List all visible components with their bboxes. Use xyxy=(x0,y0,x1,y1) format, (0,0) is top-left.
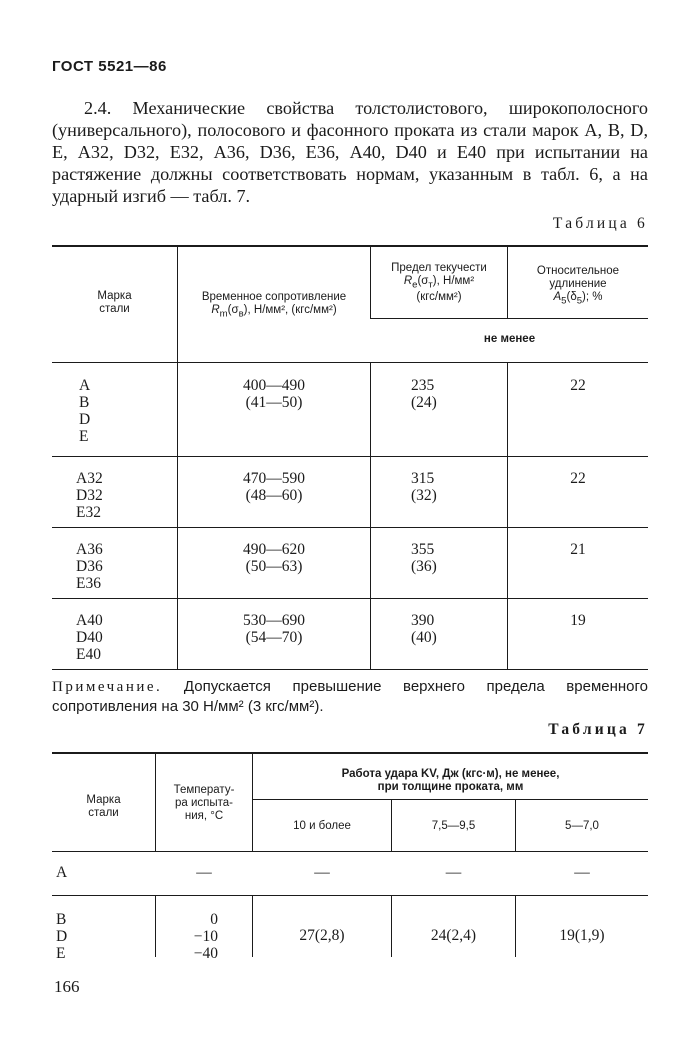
value: 355 xyxy=(411,541,435,558)
value: 400—490 xyxy=(243,377,305,394)
table7-rowA-temp: — xyxy=(196,864,212,881)
grade: E xyxy=(56,945,66,962)
temperature: 0 xyxy=(210,911,218,928)
note-text: Допускается превышение верхнего предела временного сопротивления на 30 Н/мм² (3 кгс/мм²). xyxy=(52,678,648,715)
value: (24) xyxy=(411,394,437,411)
table6-row3-tensile xyxy=(178,541,370,575)
table6-row3-grades xyxy=(76,541,103,592)
table6-row4-grades xyxy=(76,612,103,663)
symbol-r: R xyxy=(403,275,413,287)
table6-header-elong xyxy=(508,265,648,307)
table6-col-rule xyxy=(370,362,371,669)
header-line: Марка xyxy=(97,290,132,302)
symbol-delta: (δ xyxy=(566,291,577,303)
table6-top-rule xyxy=(52,245,648,247)
table6-caption: Таблица 6 xyxy=(552,215,648,232)
table7-col-rule xyxy=(252,895,253,957)
symbol-a: A xyxy=(553,291,562,303)
table7-subheader-2: 7,5—9,5 xyxy=(431,820,476,832)
grade: A32 xyxy=(76,470,103,487)
table7-rowA-v1: — xyxy=(314,864,330,881)
table6-row4-tensile xyxy=(178,612,370,646)
grade: D xyxy=(56,928,68,945)
value: 530—690 xyxy=(243,612,305,629)
table7-header-rule xyxy=(52,851,648,852)
subscript: 5 xyxy=(576,295,583,307)
header-line: ния, °С xyxy=(184,810,224,822)
table7-rowBDE-v2: 24(2,4) xyxy=(430,927,477,944)
header-line: Марка xyxy=(86,794,121,806)
table7-top-rule xyxy=(52,752,648,754)
table6-not-less: не менее xyxy=(483,333,536,345)
table7-header-work xyxy=(253,768,648,794)
header-line: Предел текучести xyxy=(391,262,487,274)
grade: D32 xyxy=(76,487,103,504)
header-line: стали xyxy=(88,807,119,819)
header-line: ра испыта- xyxy=(174,797,234,809)
value: (41—50) xyxy=(245,394,303,411)
subscript: e xyxy=(412,279,418,291)
grade: B xyxy=(56,911,67,928)
header-line xyxy=(178,304,370,320)
grade: D36 xyxy=(76,558,103,575)
table7-row-rule xyxy=(52,895,648,896)
symbol-sigma: (σ xyxy=(227,304,239,316)
table6-row2-tensile xyxy=(178,470,370,504)
table6-row4-elong: 19 xyxy=(570,612,586,629)
header-line: удлинение xyxy=(549,278,607,290)
table6-note xyxy=(52,677,648,717)
table6-row1-grades xyxy=(79,377,90,445)
table7-rowBDE-v3: 19(1,9) xyxy=(559,927,605,944)
table6-subheader-rule xyxy=(371,318,648,319)
table6-row1-tensile xyxy=(178,377,370,411)
header-line: при толщине проката, мм xyxy=(377,781,524,793)
table6-row2-elong: 22 xyxy=(570,470,586,487)
grade: E40 xyxy=(76,646,101,663)
symbol-sigma: (σ xyxy=(417,275,429,287)
header-line: Временное сопротивление xyxy=(201,291,347,303)
value: 490—620 xyxy=(243,541,305,558)
table6-row1-yield xyxy=(411,377,437,411)
grade: E32 xyxy=(76,504,101,521)
table7-header-grade xyxy=(52,794,155,820)
header-line: Относительное xyxy=(536,265,620,277)
table7-rowA-v3: — xyxy=(574,864,590,881)
table7-rowA-v2: — xyxy=(445,864,462,881)
value: (32) xyxy=(411,487,437,504)
table6-bottom-rule xyxy=(52,669,648,670)
units: ), Н/мм² xyxy=(432,275,475,287)
units: ), Н/мм², (кгс/мм²) xyxy=(243,304,337,316)
grade: A40 xyxy=(76,612,103,629)
table7-subheader-3: 5—7,0 xyxy=(565,820,599,832)
subscript: m xyxy=(219,308,228,320)
header-line: (кгс/мм²) xyxy=(416,291,462,304)
value: (40) xyxy=(411,629,437,646)
table7-rowBDE-grades xyxy=(56,911,67,962)
table6-row3-yield xyxy=(411,541,437,575)
symbol-r: R xyxy=(211,304,220,316)
value: (36) xyxy=(411,558,437,575)
temperature: −40 xyxy=(193,945,218,962)
table6-row-rule xyxy=(52,598,648,599)
value: 235 xyxy=(411,377,435,394)
grade: A36 xyxy=(76,541,103,558)
table6-row-rule xyxy=(52,527,648,528)
paragraph-text: 2.4. Механические свойства толстолистового, широкополосного (универсального), полосового и фасонного проката из стали марок А, В, D, Е, А32, D32, Е32, А36, D36, Е36, А40, D40 и Е40 при испытании на растяжение должны соответствовать нормам, указанным в табл. 6, а на ударный изгиб — табл. 7. xyxy=(52,98,648,206)
value: 315 xyxy=(411,470,435,487)
header-line: Работа удара KV, Дж (кгс·м), не менее, xyxy=(341,768,560,780)
table6-header-grade xyxy=(52,290,177,316)
table7-caption: Таблица 7 xyxy=(548,721,648,738)
table6-row2-grades xyxy=(76,470,103,521)
document-header: ГОСТ 5521—86 xyxy=(52,58,167,75)
subscript: 5 xyxy=(561,295,567,307)
value: 470—590 xyxy=(243,470,305,487)
table7-rowBDE-v1: 27(2,8) xyxy=(299,927,345,944)
section-paragraph xyxy=(52,97,648,207)
table6-header-yield xyxy=(371,262,507,304)
value: (50—63) xyxy=(245,558,303,575)
table7-col-rule xyxy=(391,895,392,957)
header-line: Температу- xyxy=(173,784,235,796)
grade: B xyxy=(79,394,90,411)
table6-row4-yield xyxy=(411,612,437,646)
note-label: Примечание. xyxy=(52,679,163,695)
value: (54—70) xyxy=(245,629,303,646)
header-line: стали xyxy=(99,303,130,315)
value: 390 xyxy=(411,612,435,629)
grade: E xyxy=(79,428,89,445)
temperature: −10 xyxy=(193,928,218,945)
table6-row1-elong: 22 xyxy=(570,377,586,394)
table6-row-rule xyxy=(52,456,648,457)
units: ); % xyxy=(582,291,603,303)
table7-subheader-1: 10 и более xyxy=(293,820,351,832)
table6-row2-yield xyxy=(411,470,437,504)
table7-header-temp xyxy=(156,784,252,823)
grade: D xyxy=(79,411,91,428)
table7-rowA-grade: А xyxy=(56,864,68,881)
header-line xyxy=(371,275,507,291)
grade: E36 xyxy=(76,575,101,592)
table7-col-rule xyxy=(515,895,516,957)
table7-rowBDE-temps xyxy=(156,911,218,962)
header-line xyxy=(508,291,648,307)
grade: D40 xyxy=(76,629,103,646)
table6-header-rule xyxy=(52,362,648,363)
value: (48—60) xyxy=(245,487,303,504)
subscript: т xyxy=(428,279,433,291)
grade: A xyxy=(79,377,91,394)
table6-header-tensile xyxy=(178,291,370,320)
table7-subheader-rule xyxy=(252,799,648,800)
subscript: в xyxy=(238,308,244,320)
table6-row3-elong: 21 xyxy=(570,541,586,558)
page-number: 166 xyxy=(54,977,80,996)
